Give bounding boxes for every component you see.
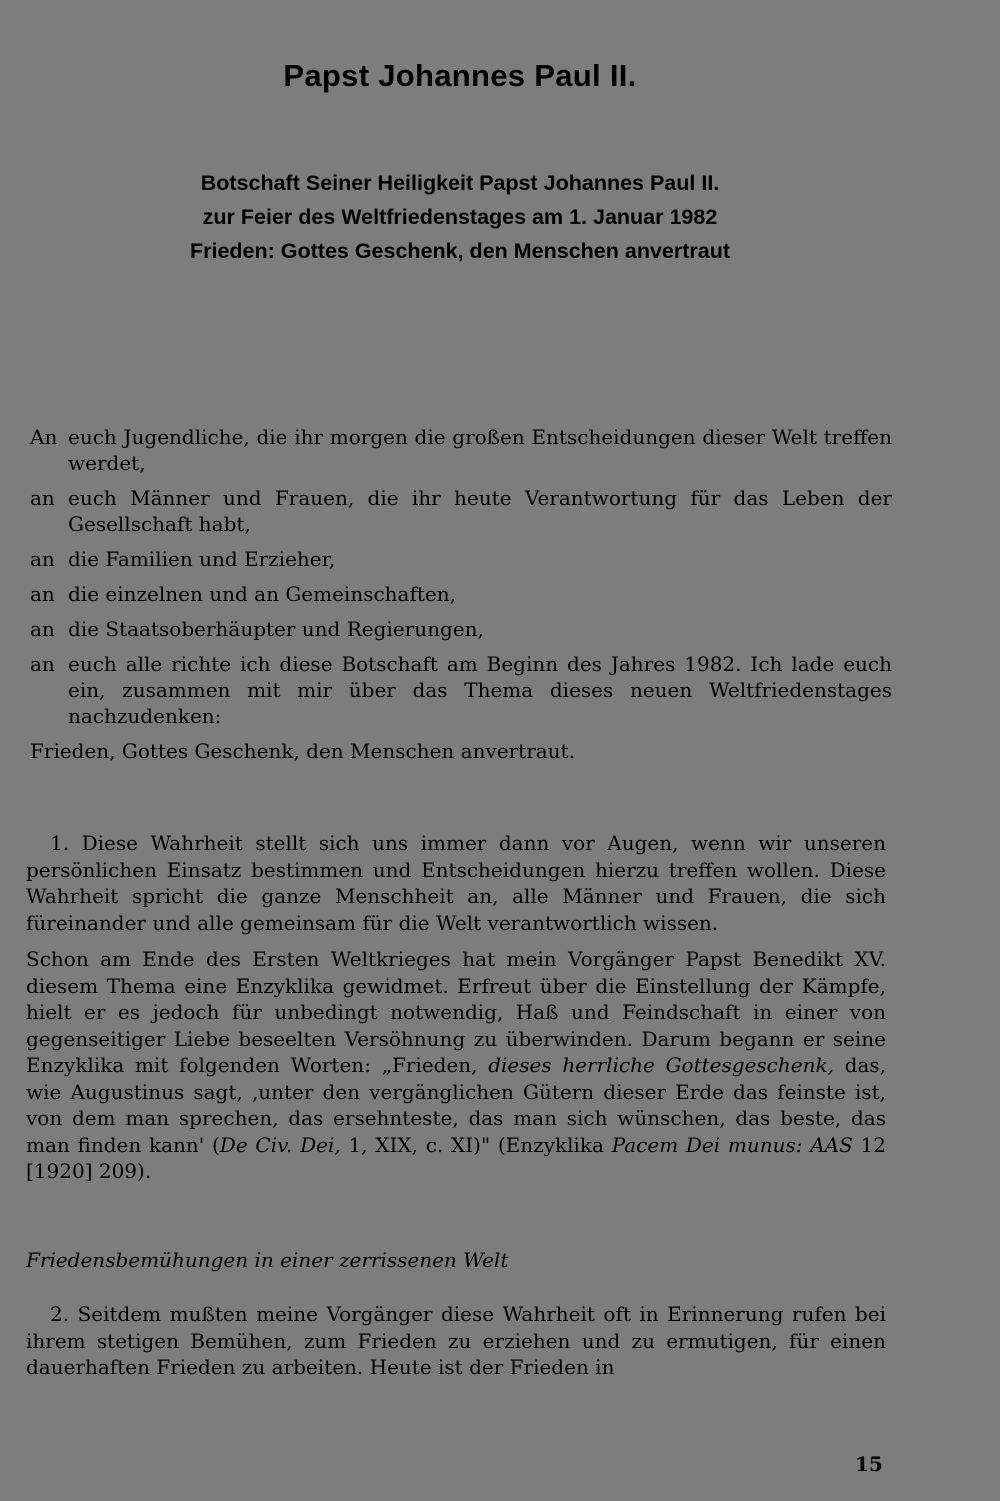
address-text: die Staatsoberhäupter und Regierungen,: [68, 617, 484, 641]
address-list: [30, 424, 892, 764]
paragraph-2-text: 1, XIX, c. XI)" (Enzyklika: [340, 1132, 612, 1157]
address-word: an: [30, 652, 55, 676]
subtitle-line: Botschaft Seiner Heiligkeit Papst Johannes Paul II.: [200, 171, 720, 195]
address-word: an: [30, 486, 55, 510]
address-item: [30, 485, 892, 537]
paragraph-2: [26, 946, 886, 1185]
address-item: [30, 581, 892, 607]
subtitle-line: zur Feier des Weltfriedenstages am 1. Januar 1982: [202, 205, 718, 229]
paragraph-3: 2. Seitdem mußten meine Vorgänger diese Wahrheit oft in Erinnerung rufen bei ihrem stetigen Bemühen, zum Frieden zu erziehen und zu ermutigen, für einen dauerhaften Frieden zu arbeiten. Heute ist der Frieden in: [26, 1302, 886, 1379]
paragraph-2-text: das, wie Augustinus sagt, ‚unter den vergänglichen Gütern dieser Erde das feinste ist, von dem man sprechen, das ersehnteste, das man sich wünschen, das beste, das man finden kann' (: [26, 1053, 886, 1157]
page-number: 15: [855, 1452, 883, 1476]
message-theme-line: Frieden, Gottes Geschenk, den Menschen anvertraut.: [30, 739, 575, 763]
address-text: euch alle richte ich diese Botschaft am Beginn des Jahres 1982. Ich lade euch ein, zusammen mit mir über das Thema dieses neuen Weltfriedenstages nachzudenken:: [68, 652, 892, 728]
address-text: die einzelnen und an Gemeinschaften,: [68, 582, 456, 606]
address-word: An: [30, 425, 58, 449]
paragraph-2-italic: De Civ. Dei,: [219, 1132, 341, 1157]
paragraph-1: 1. Diese Wahrheit stellt sich uns immer dann vor Augen, wenn wir unseren persönlichen Einsatz bestimmen und Entscheidungen hierzu treffen wollen. Diese Wahrheit spricht die ganze Menschheit an, alle Männer und Frauen, die sich füreinander und alle gemeinsam für die Welt verantwortlich wissen.: [26, 831, 886, 935]
body-text: [26, 830, 886, 1381]
address-item: [30, 546, 892, 572]
address-word: an: [30, 547, 55, 571]
address-text: die Familien und Erzieher,: [68, 547, 336, 571]
address-item: [30, 651, 892, 729]
section-heading: Friedensbemühungen in einer zerrissenen Welt: [26, 1247, 509, 1272]
address-word: an: [30, 617, 55, 641]
address-text: euch Jugendliche, die ihr morgen die großen Entscheidungen dieser Welt treffen werdet,: [68, 425, 892, 475]
address-item: [30, 616, 892, 642]
subtitle-block: [0, 166, 920, 268]
paragraph-2-text: Schon am Ende des Ersten Weltkrieges hat mein Vorgänger Papst Benedikt XV. diesem Thema eine Enzyklika gewidmet. Erfreut über die Einstellung der Kämpfe, hielt er es jedoch für unbedingt notwendig, Haß und Feindschaft in einer von gegenseitiger Liebe beseelten Versöhnung zu überwinden. Darum begann er seine Enzyklika mit folgenden Worten: „Frieden,: [26, 947, 886, 1077]
address-item: [30, 424, 892, 476]
address-text: euch Männer und Frauen, die ihr heute Verantwortung für das Leben der Gesellschaft habt,: [68, 486, 892, 536]
paragraph-2-italic: Pacem Dei munus: AAS: [611, 1132, 853, 1157]
address-word: an: [30, 582, 55, 606]
paragraph-2-italic: dieses herrliche Gottesgeschenk,: [488, 1053, 834, 1077]
paragraph-2-text: 12 [1920] 209).: [26, 1132, 887, 1183]
page-title: Papst Johannes Paul II.: [283, 58, 637, 93]
subtitle-line: Frieden: Gottes Geschenk, den Menschen anvertraut: [189, 239, 731, 263]
